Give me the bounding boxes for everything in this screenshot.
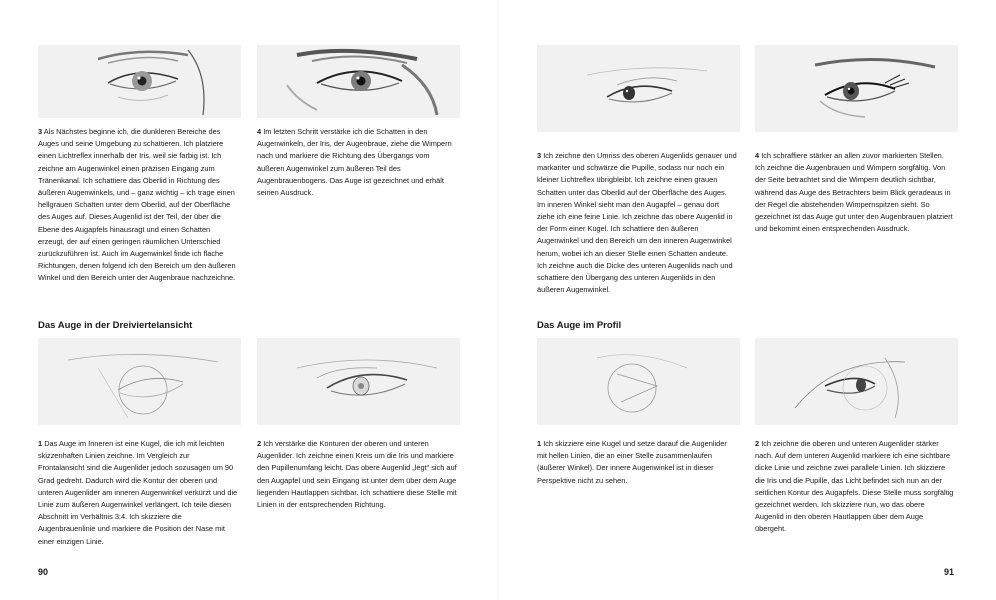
eye-drawing-threequarter-sphere — [38, 338, 241, 425]
step-text-left-3 — [38, 126, 238, 285]
step-description: Ich zeichne den Umriss des oberen Augenlids genauer und markanter und schwärze die Pupille, sodass nur noch ein kleiner Lichtreflex übrigbleibt. Ich zeichne einen grauen Schatten unter das Oberlid auf der Oberfläche des Auges. Im inneren Winkel sieht man den Augapfel – genau dort ziehe ich eine feine Linie. Ich zeichne das obere Augenlid in der Form einer Kugel. Ich schattiere den äußeren Augenwinkel und den Bereich um den inneren Augenwinkel herum, wobei ich an dieser Stelle einen Schatten andeute. Ich zeichne auch die Dicke des unteren Augenlids nach und schattiere den Übergang des unteren Augenlids in den äußeren Augenwinkel. — [537, 151, 737, 295]
eye-drawing-profile-sphere — [537, 338, 740, 425]
step-number: 3 — [38, 127, 43, 136]
step-number: 1 — [537, 439, 542, 448]
step-number: 3 — [537, 151, 542, 160]
step-text-right-2 — [755, 438, 955, 536]
eye-sketch-threequarter-step1 — [38, 338, 241, 425]
eye-sketch-profile-step2 — [755, 338, 958, 425]
step-number: 2 — [755, 439, 760, 448]
book-spine — [497, 0, 499, 600]
eye-drawing-side-outline — [537, 45, 740, 132]
eye-drawing-front-final — [257, 45, 460, 118]
step-description: Ich schraffiere stärker an allen zuvor markierten Stellen. Ich zeichne die Augenbrauen und Wimpern sorgfältig. Von der Seite betrachtet sind die Wimpern deutlich sichtbar, während das Auge des Betrachters beim Blick geradeaus in der Regel die abstehenden Wimpernspitzen sieht. So gezeichnet ist das Auge gut unter den Augenbrauen platziert und bekommt einen entsprechenden Ausdruck. — [755, 151, 953, 234]
eye-sketch-side-step4 — [755, 45, 958, 132]
step-number: 2 — [257, 439, 262, 448]
step-description: Im letzten Schritt verstärke ich die Schatten in den Augenwinkeln, der Iris, der Augenbraue, ziehe die Wimpern nach und markiere die Richtung des Übergangs vom äußeren Augenwinkel zum äußeren Teil des Augenbrauenbogens. Das Auge ist gezeichnet und erhält seinen Ausdruck. — [257, 127, 452, 198]
eye-drawing-threequarter-contours — [257, 338, 460, 425]
step-number: 4 — [755, 151, 760, 160]
eye-drawing-side-final — [755, 45, 958, 132]
step-text-left-1 — [38, 438, 238, 548]
eye-sketch-front-step3 — [38, 45, 241, 118]
step-text-right-1 — [537, 438, 737, 487]
section-title-three-quarter: Das Auge in der Dreiviertelansicht — [38, 320, 193, 331]
page-number-left: 90 — [38, 567, 49, 577]
eye-drawing-front-shaded — [38, 45, 241, 118]
step-number: 4 — [257, 127, 262, 136]
step-number: 1 — [38, 439, 43, 448]
eye-sketch-threequarter-step2 — [257, 338, 460, 425]
eye-sketch-front-step4 — [257, 45, 460, 118]
step-description: Ich zeichne die oberen und unteren Augenlider stärker nach. Auf dem unteren Augenlid markiere ich eine sichtbare dicke Linie und zeichne zwei parallele Linien. Ich skizziere die Iris und die Pupille, das Licht befindet sich nun an der seitlichen Kontur des Augapfels. Diese Stelle muss sorgfältig gezeichnet werden. Ich skizziere nun, wo das obere Augenlid in den oberen Hautlappen über dem Auge übergeht. — [755, 439, 954, 534]
section-title-profile: Das Auge im Profil — [537, 320, 622, 331]
page-number-right: 91 — [944, 567, 955, 577]
step-text-left-2 — [257, 438, 457, 511]
step-description: Ich skizziere eine Kugel und setze darauf die Augenlider mit hellen Linien, die an einer Stelle zusammenlaufen (äußerer Winkel). Der innere Augenwinkel ist in dieser Perspektive nicht zu sehen. — [537, 439, 727, 485]
eye-sketch-side-step3 — [537, 45, 740, 132]
step-text-right-3 — [537, 150, 737, 296]
step-description: Ich verstärke die Konturen der oberen und unteren Augenlider. Ich zeichne einen Kreis um die Iris und markiere den Pupillenumfang leicht. Das obere Augenlid „legt“ sich auf den Augapfel und sein Eingang ist unter dem über dem Auge liegenden Hautlappen sichtbar. Ich schattiere diese Stelle mit Linien in der entsprechenden Richtung. — [257, 439, 457, 510]
step-text-right-4 — [755, 150, 955, 235]
eye-sketch-profile-step1 — [537, 338, 740, 425]
step-description: Das Auge im Inneren ist eine Kugel, die ich mit leichten skizzenhaften Linien zeichne. Im Vergleich zur Frontalansicht sind die Augenlider jedoch sozusagen um 90 Grad gedreht. Dadurch wird die Kontur der oberen und unteren Augenlider am inneren Augenwinkel verkürzt und die Linie zum äußeren Augenwinkel verlängert. Ich teile diesen Abschnitt im Verhältnis 3:4. Ich skizziere die Augenbrauenlinie und markiere die Position der Nase mit einer einzigen Linie. — [38, 439, 238, 546]
step-description: Als Nächstes beginne ich, die dunkleren Bereiche des Auges und seine Umgebung zu schattieren. Ich platziere einen Lichtreflex innerhalb der Iris, weil sie farbig ist. Ich zeichne am Augenwinkel einen präzisen Eingang zum Tränenkanal. Ich schattiere das Oberlid in Richtung des äußeren Augenwinkels, und – ganz wichtig – ich trage einen hellgrauen Schatten unter dem Oberlid, auf der Oberfläche des Auges auf. Dieses Augenlid ist der Teil, der über die Ebene des Augapfels hinausragt und einen Schatten erzeugt, der auf einen geringen räumlichen Unterschied zurückzuführen ist. Auch im Augenwinkel finde ich flache Richtungen, denen folgend ich den Bereich um den äußeren Winkel und den Bereich unter der Augenbraue nachzeichne. — [38, 127, 236, 283]
eye-drawing-profile-lids — [755, 338, 958, 425]
step-text-left-4 — [257, 126, 457, 199]
